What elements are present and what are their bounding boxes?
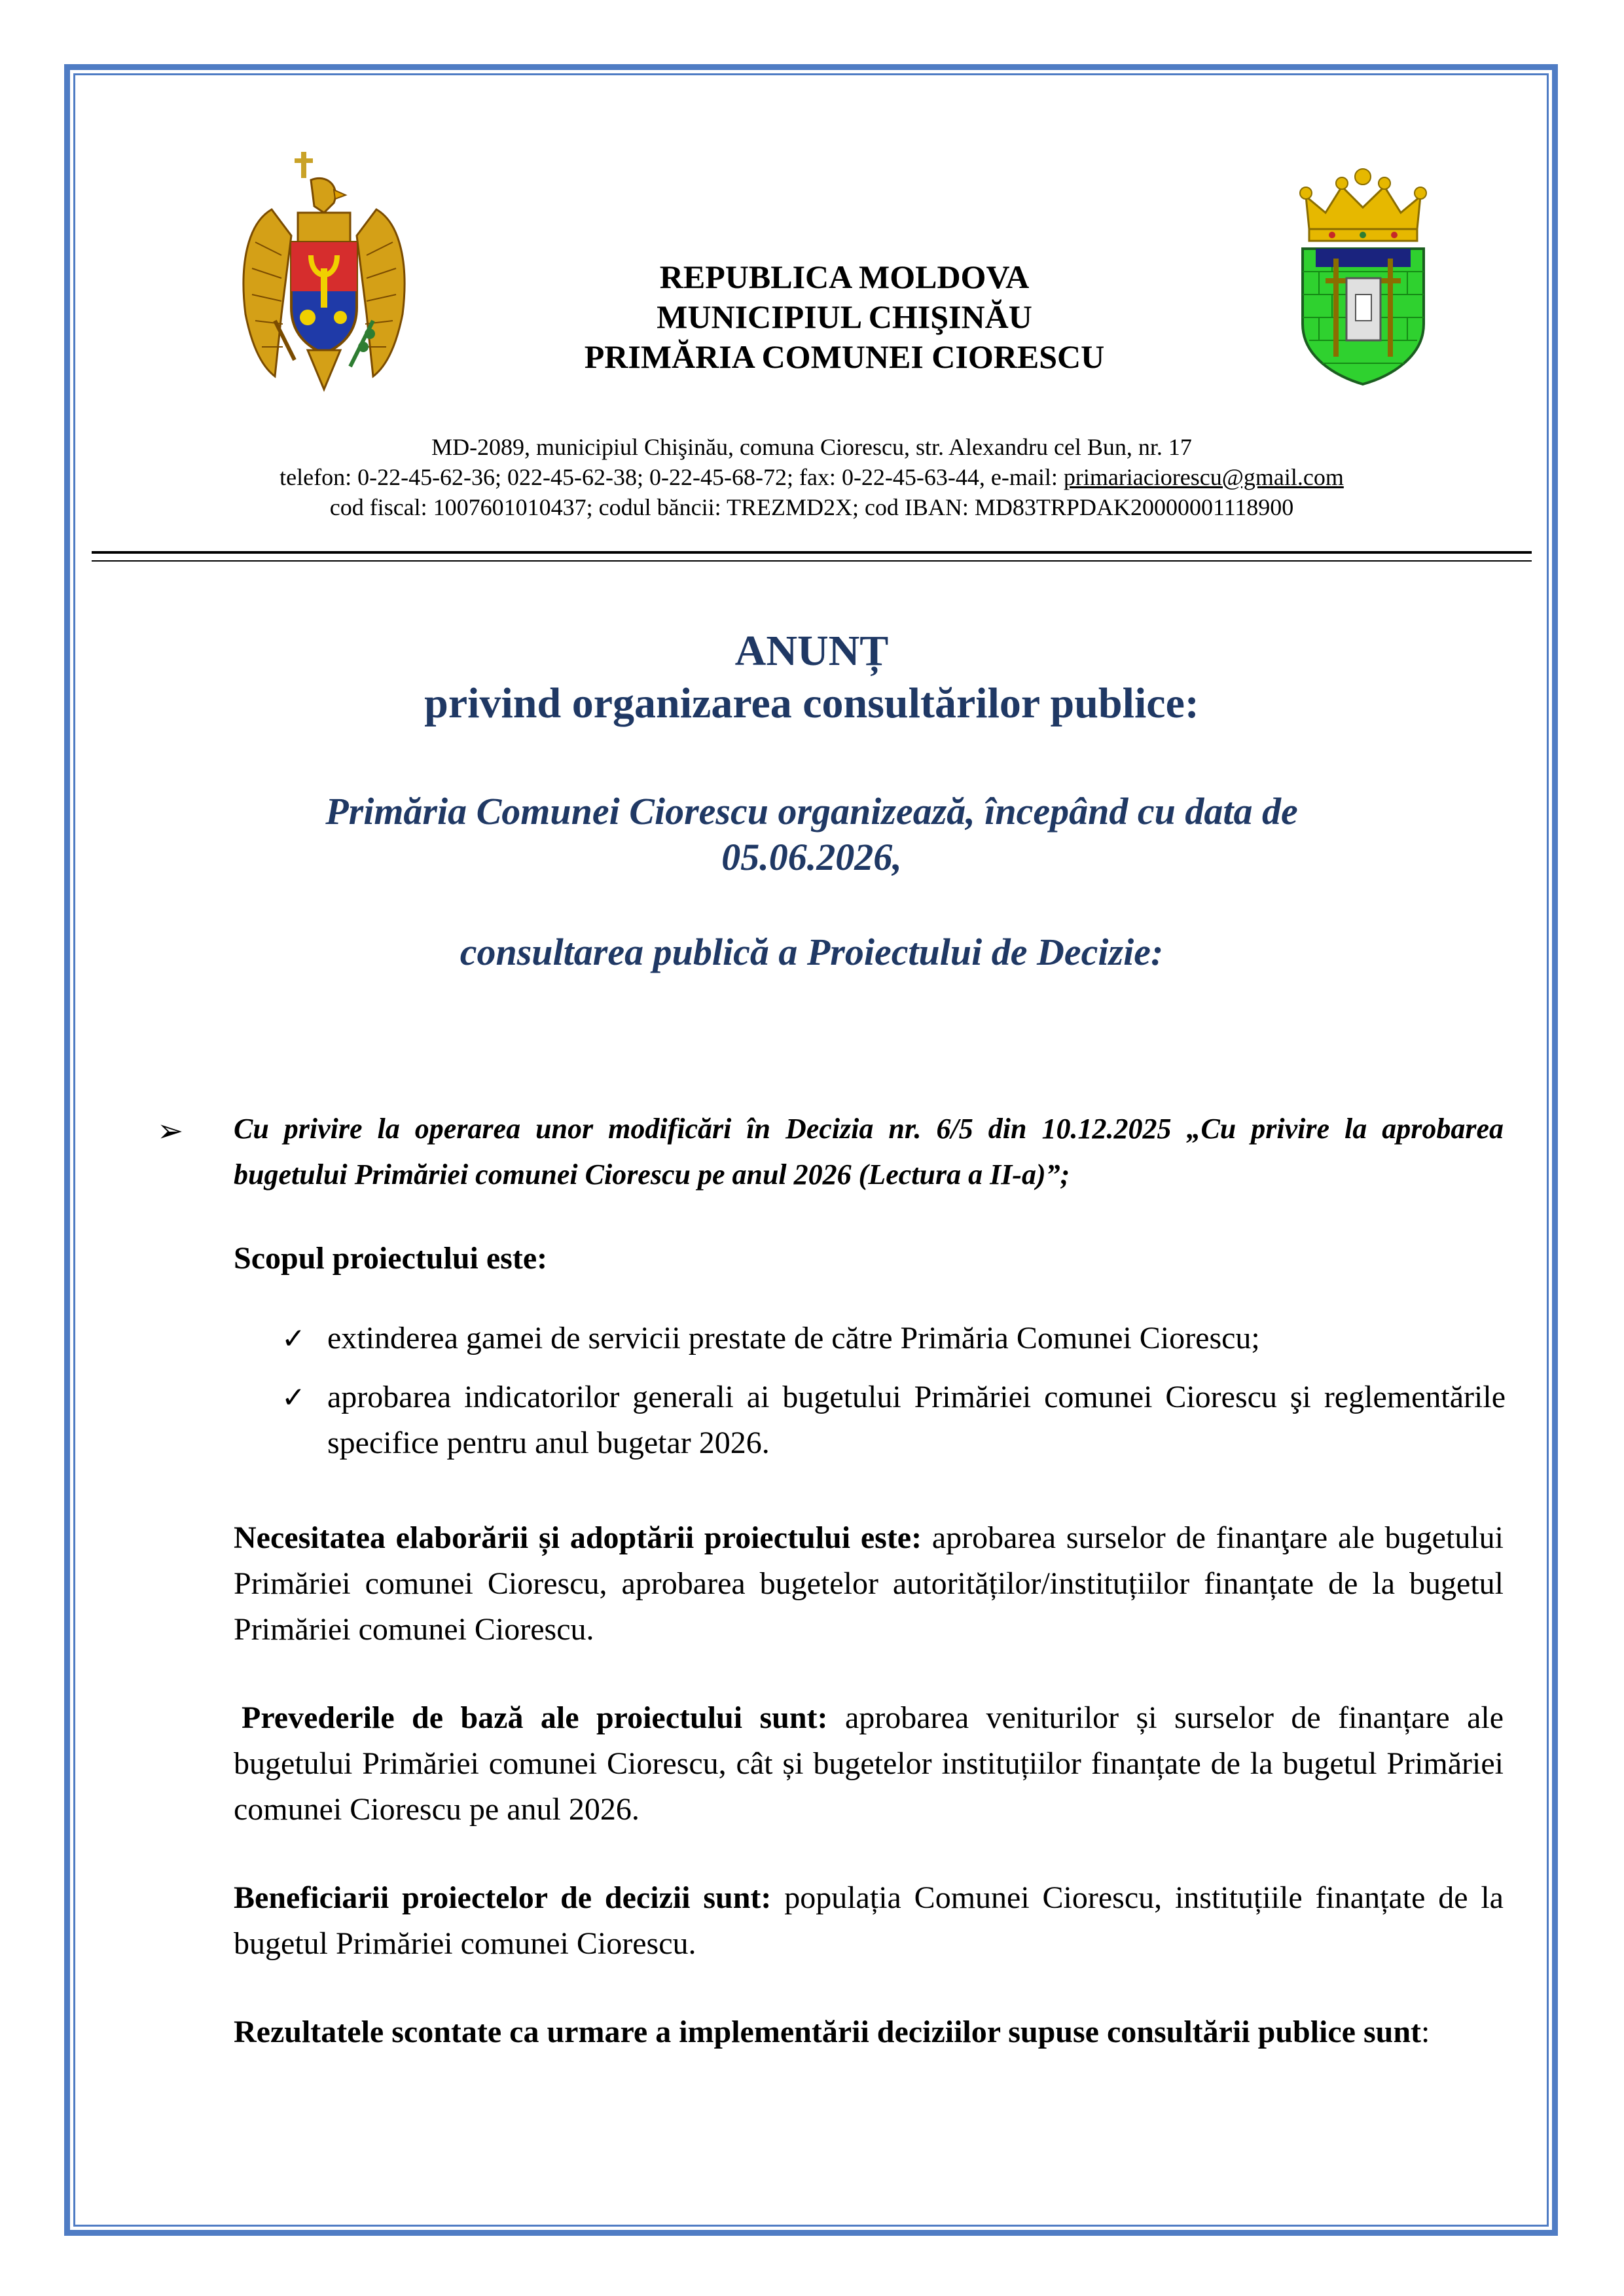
scope-item: extinderea gamei de servicii prestate de către Primăria Comunei Ciorescu; — [327, 1321, 1260, 1355]
results-colon: : — [1421, 2015, 1430, 2049]
announcement-heading — [196, 625, 1427, 730]
address-line: MD-2089, municipiul Chişinău, comuna Ciorescu, str. Alexandru cel Bun, nr. 17 — [431, 434, 1192, 460]
scope-item: aprobarea indicatorilor generali ai bugetului Primăriei comunei Ciorescu şi reglementările specifice pentru anul bugetar 2026. — [327, 1380, 1506, 1460]
results-paragraph — [234, 2009, 1504, 2055]
beneficiaries-label: Beneficiarii proiectelor de decizii sunt: — [234, 1880, 772, 1915]
intro-line-1: Primăria Comunei Ciorescu organizează, începând cu data de — [325, 790, 1298, 833]
municipality-name: MUNICIPIUL CHIŞINĂU — [657, 298, 1032, 335]
announcement-title: ANUNȚ — [734, 627, 889, 675]
results-label: Rezultatele scontate ca urmare a implementării deciziilor supuse consultării publice sunt — [234, 2015, 1422, 2049]
checkmark-icon: ✓ — [281, 1381, 306, 1414]
provisions-paragraph — [234, 1695, 1504, 1833]
header-divider — [92, 551, 1532, 554]
contact-block — [164, 432, 1460, 522]
necessity-text: aprobarea surselor de finanţare ale bugetului Primăriei comunei Ciorescu, aprobarea bugetelor autorităților/instituțiilor finanțate de la bugetul Primăriei comunei Ciorescu. — [234, 1520, 1504, 1647]
institution-header — [393, 257, 1296, 377]
beneficiaries-text: populația Comunei Ciorescu, instituțiile finanțate de la bugetul Primăriei comunei Ciorescu. — [234, 1880, 1504, 1961]
phone-line — [164, 462, 1460, 492]
necessity-label: Necesitatea elaborării și adoptării proiectului este: — [234, 1520, 922, 1555]
email-link[interactable]: primariaciorescu@gmail.com — [1063, 464, 1344, 490]
provisions-label: Prevederile de bază ale proiectului sunt: — [242, 1700, 828, 1735]
institution-name: PRIMĂRIA COMUNEI CIORESCU — [584, 338, 1105, 375]
moldova-coat-of-arms-icon — [236, 151, 412, 393]
announcement-subtitle: privind organizarea consultărilor publice: — [424, 679, 1199, 727]
provisions-text: aprobarea veniturilor și surselor de finanțare ale bugetului Primăriei comunei Ciorescu, cât și bugetelor instituțiilor finanțate de la bugetul Primăriei comunei Ciorescu pe anul 2026. — [234, 1700, 1504, 1827]
beneficiaries-paragraph — [234, 1875, 1504, 1967]
intro-line-3: consultarea publică a Proiectului de Decizie: — [460, 931, 1164, 973]
header-divider-thin — [92, 560, 1532, 562]
fiscal-line: cod fiscal: 1007601010437; codul băncii: TREZMD2X; cod IBAN: MD83TRPDAK20000001118900 — [329, 494, 1294, 520]
arrow-bullet-icon: ➢ — [157, 1113, 184, 1149]
decision-title: Cu privire la operarea unor modificări în Decizia nr. 6/5 din 10.12.2025 „Cu privire la aprobarea bugetului Primăriei comunei Ciorescu pe anul 2026 (Lectura a II-a)”; — [234, 1113, 1504, 1191]
ciorescu-coat-of-arms-icon — [1293, 167, 1434, 386]
checkmark-icon: ✓ — [281, 1322, 306, 1355]
country-name: REPUBLICA MOLDOVA — [659, 259, 1030, 295]
scope-heading: Scopul proiectului este: — [234, 1241, 548, 1276]
intro-date: 05.06.2026, — [721, 836, 902, 878]
necessity-paragraph — [234, 1515, 1504, 1653]
phone-text: telefon: 0-22-45-62-36; 022-45-62-38; 0-22-45-68-72; fax: 0-22-45-63-44, e-mail: — [280, 464, 1064, 490]
